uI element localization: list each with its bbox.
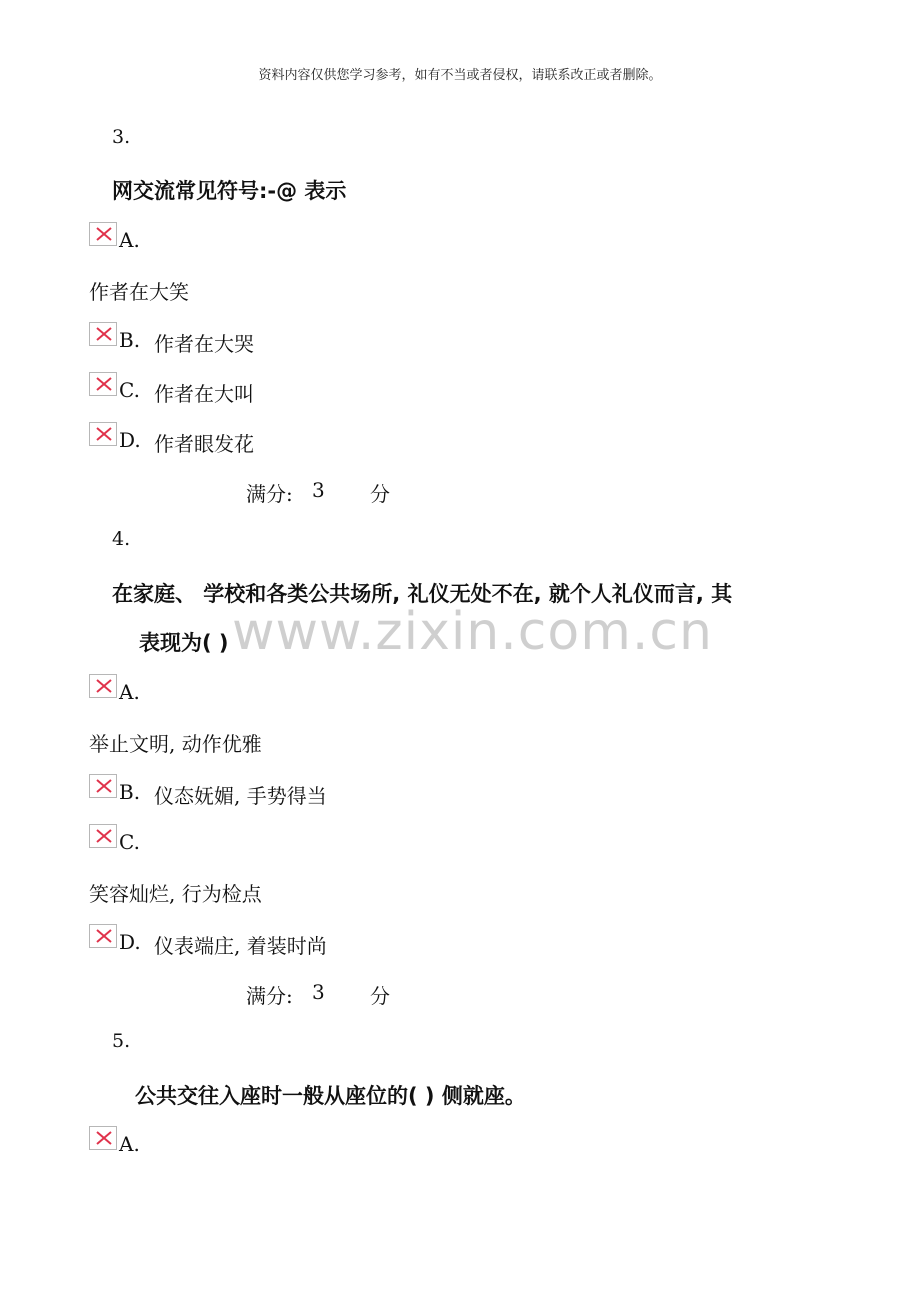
option-text: 作者在大笑 [89,280,189,304]
red-x-icon [89,774,117,798]
score-value: 3 [312,478,325,502]
red-x-icon [89,422,117,446]
score-unit: 分 [370,984,390,1008]
red-x-icon [89,924,117,948]
option-letter: B. [119,328,141,352]
option-letter: D. [119,930,141,954]
score-label: 满分: [246,482,293,506]
option-text: 笑容灿烂, 行为检点 [89,882,262,906]
option-text: 作者在大叫 [154,382,254,406]
option-letter: A. [119,680,140,704]
page-header-notice: 资料内容仅供您学习参考，如有不当或者侵权，请联系改正或者删除。 [258,68,662,83]
option-letter: A. [119,228,140,252]
option-text: 仪表端庄, 着装时尚 [154,934,327,958]
red-x-icon [89,824,117,848]
option-letter: B. [119,780,141,804]
question-text: 在家庭、 学校和各类公共场所, 礼仪无处不在, 就个人礼仪而言, 其 [112,582,733,606]
watermark: www.zixin.com.cn [232,602,713,662]
red-x-icon [89,372,117,396]
question-text-continued: 表现为( ) [139,631,229,655]
red-x-icon [89,322,117,346]
score-value: 3 [312,980,325,1004]
option-letter: A. [119,1132,140,1156]
option-text: 作者眼发花 [154,432,254,456]
option-letter: C. [119,378,140,402]
question-number: 4. [112,528,131,550]
option-text: 作者在大哭 [154,332,254,356]
question-number: 3. [112,126,131,148]
option-letter: D. [119,428,141,452]
option-text: 举止文明, 动作优雅 [89,732,262,756]
score-unit: 分 [370,482,390,506]
question-text: 公共交往入座时一般从座位的( ) 侧就座。 [135,1084,526,1108]
option-text: 仪态妩媚, 手势得当 [154,784,327,808]
question-text: 网交流常见符号:-@ 表示 [112,179,347,203]
red-x-icon [89,1126,117,1150]
red-x-icon [89,222,117,246]
red-x-icon [89,674,117,698]
option-letter: C. [119,830,140,854]
score-label: 满分: [246,984,293,1008]
question-number: 5. [112,1030,131,1052]
